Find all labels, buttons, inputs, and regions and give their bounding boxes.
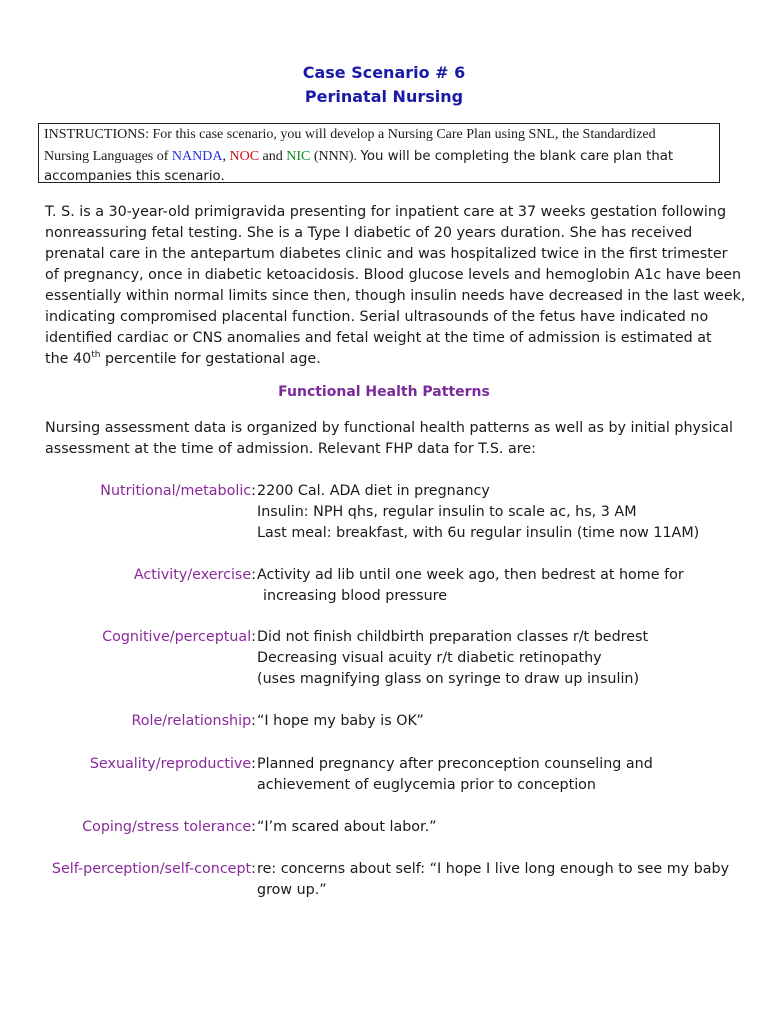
and-text: and [259,148,287,164]
instructions-line-3: accompanies this scenario. [44,169,225,184]
intro-line: assessment at the time of admission. Relevant FHP data for T.S. are: [45,441,536,457]
instructions-line-2 [44,146,714,168]
pattern-line: achievement of euglycemia prior to conception [257,777,596,793]
pattern-value [257,627,648,690]
case-paragraph [45,202,746,370]
pattern-value [257,481,699,544]
superscript: th [91,350,101,361]
pattern-line: Decreasing visual acuity r/t diabetic retinopathy [257,650,602,666]
pattern-line: Last meal: breakfast, with 6u regular insulin (time now 11AM) [257,525,700,541]
pattern-line: “I’m scared about labor.” [257,819,437,835]
pattern-line: re: concerns about self: “I hope I live long enough to see my baby [257,861,730,877]
case-line-last [45,349,735,370]
case-line: prenatal care in the antepartum diabetes clinic and was hospitalized twice in the first trimester [45,246,728,262]
pattern-value [257,817,437,838]
pattern-line: (uses magnifying glass on syringe to draw up insulin) [257,671,640,687]
pattern-label: Self-perception/self-concept: [51,861,256,877]
nnn-text: (NNN). [310,148,361,164]
pattern-line: 2200 Cal. ADA diet in pregnancy [257,483,490,499]
pattern-value [257,565,684,607]
pattern-line: “I hope my baby is OK” [257,713,424,729]
comma: , [222,148,230,164]
pattern-line: Activity ad lib until one week ago, then bedrest at home for [257,567,684,583]
pattern-value [257,859,729,901]
pattern-label-text: Sexuality/reproductive [89,756,252,772]
case-line: essentially within normal limits since then, though insulin needs have decreased in the last week, [45,288,746,304]
case-line-last-start: the 40 [45,351,92,367]
case-line: of pregnancy, once in diabetic ketoacidosis. Blood glucose levels and hemoglobin A1c have been [45,267,742,283]
pattern-label: Role/relationship: [131,713,256,729]
page-subtitle: Perinatal Nursing [304,87,464,106]
section-heading: Functional Health Patterns [278,384,490,400]
pattern-line: Did not finish childbirth preparation classes r/t bedrest [257,629,649,645]
pattern-label: Activity/exercise: [133,567,256,583]
page-title: Case Scenario # 6 [302,63,466,82]
case-line: T. S. is a 30-year-old primigravida presenting for inpatient care at 37 weeks gestation following [45,204,727,220]
pattern-label-text: Coping/stress tolerance [82,819,252,835]
pattern-value [257,711,424,732]
pattern-label: Coping/stress tolerance: [82,819,256,835]
case-line: indicating compromised placental function. Serial ultrasounds of the fetus have indicated no [45,309,709,325]
pattern-label-text: Activity/exercise [133,567,252,583]
pattern-label-text: Role/relationship [131,713,252,729]
case-line: identified cardiac or CNS anomalies and fetal weight at the time of admission is estimated at [45,330,712,346]
instructions-line-1: INSTRUCTIONS: For this case scenario, you will develop a Nursing Care Plan using SNL, the Standardized [44,127,656,142]
noc-label: NOC [229,148,260,164]
pattern-line: Planned pregnancy after preconception counseling and [257,756,653,772]
pattern-label: Nutritional/metabolic: [100,483,256,499]
pattern-line: grow up.” [257,882,327,898]
instructions-text: Nursing Languages of [44,148,172,164]
pattern-label: Sexuality/reproductive: [89,756,256,772]
pattern-value [257,754,653,796]
pattern-line: increasing blood pressure [263,588,448,604]
fhp-intro [45,418,735,460]
instructions-text-2: You will be completing the blank care plan that [360,148,674,164]
pattern-label-text: Cognitive/perceptual [102,629,252,645]
case-line-last-end: percentile for gestational age. [100,351,321,367]
pattern-label-text: Self-perception/self-concept [51,861,252,877]
nanda-label: NANDA [171,148,223,164]
pattern-line: Insulin: NPH qhs, regular insulin to scale ac, hs, 3 AM [257,504,637,520]
intro-line: Nursing assessment data is organized by functional health patterns as well as by initial physical [45,420,734,436]
instructions-box [38,123,720,183]
pattern-label-text: Nutritional/metabolic [100,483,252,499]
case-line: nonreassuring fetal testing. She is a Type I diabetic of 20 years duration. She has received [45,225,693,241]
nic-label: NIC [286,148,311,164]
pattern-label: Cognitive/perceptual: [102,629,256,645]
